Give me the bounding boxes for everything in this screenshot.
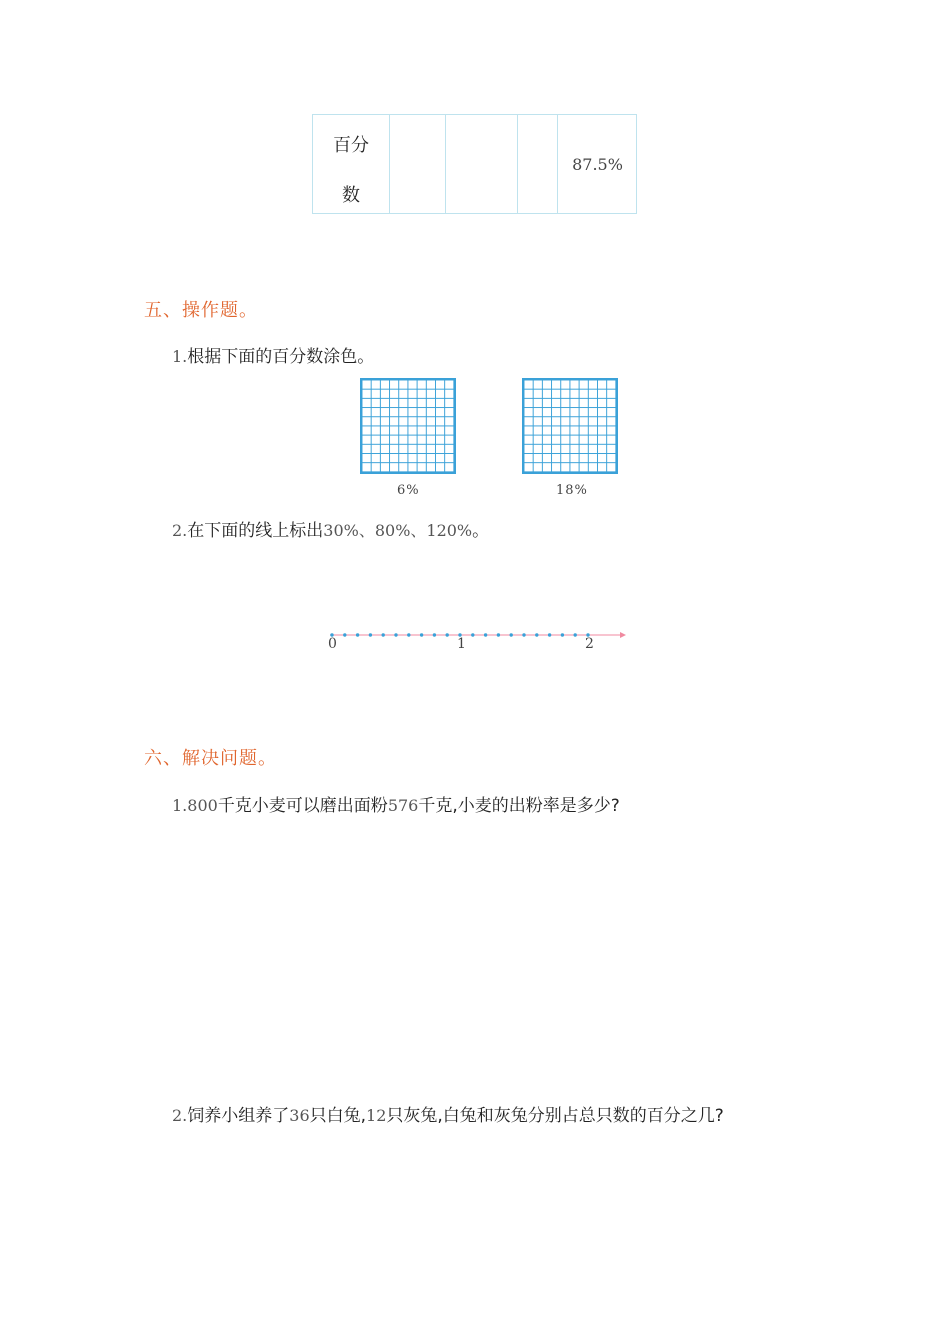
number-line-dot (420, 633, 423, 636)
question-number: 1. (172, 347, 188, 366)
section-title-problems: 六、解决问题。 (144, 748, 277, 769)
section-title-operations: 五、操作题。 (144, 300, 258, 321)
number-line-arrow-icon (620, 632, 626, 638)
number-line-dot (369, 633, 372, 636)
hundred-grid-2[interactable] (522, 378, 618, 474)
question-number: 1. (172, 796, 188, 815)
table-cell-3 (517, 115, 518, 213)
number-line-tick-1: 1 (457, 636, 466, 652)
number-line-dot (356, 633, 359, 636)
table-cell-2 (445, 115, 446, 213)
question-text: 千克小麦可以磨出面粉 (217, 796, 388, 816)
number-line-dot (343, 633, 346, 636)
number-line-dot (535, 633, 538, 636)
question-text: 只白兔, (309, 1106, 367, 1126)
number-line-dot (574, 633, 577, 636)
number-line-dot (561, 633, 564, 636)
question-text: 在下面的线上标出 (187, 521, 324, 541)
question-5-2 (172, 516, 489, 541)
grid-label-1: 6% (397, 483, 420, 498)
table-value-cell: 87.5% (572, 155, 623, 174)
table-header-line2: 数 (342, 185, 360, 206)
question-text: 根据下面的百分数涂色。 (187, 347, 375, 367)
number-line-dot (522, 633, 525, 636)
table-cell-1 (389, 115, 390, 213)
number-line-dot (446, 633, 449, 636)
number-line-dot (548, 633, 551, 636)
table-header-cell (313, 115, 389, 215)
question-number-value: 576 (387, 796, 419, 815)
percent-table (312, 114, 637, 214)
question-6-2 (172, 1101, 724, 1126)
number-line-dot (382, 633, 385, 636)
number-line-dot (407, 633, 410, 636)
number-line-tick-2: 2 (585, 636, 594, 652)
number-line-dot (433, 633, 436, 636)
number-line-dot (484, 633, 487, 636)
question-number: 2. (172, 1106, 188, 1125)
hundred-grid-1[interactable] (360, 378, 456, 474)
question-5-1 (172, 342, 374, 367)
number-line-dot (497, 633, 500, 636)
table-header-line1: 百分 (333, 135, 369, 156)
question-number: 2. (172, 521, 188, 540)
question-text-end: 。 (472, 521, 490, 541)
question-number-value: 12 (366, 1106, 387, 1125)
number-line-dot (510, 633, 513, 636)
question-values: 30%、80%、120% (323, 521, 473, 540)
number-line-dot (471, 633, 474, 636)
question-number-value: 36 (289, 1106, 310, 1125)
question-6-1 (172, 791, 620, 816)
question-text: 只灰兔,白兔和灰兔分别占总只数的百分之几? (386, 1106, 724, 1126)
number-line-dot (394, 633, 397, 636)
number-line-tick-0: 0 (328, 636, 337, 652)
question-text: 饲养小组养了 (187, 1106, 290, 1126)
question-number-value: 800 (187, 796, 218, 815)
question-text: 千克,小麦的出粉率是多少? (418, 796, 620, 816)
grid-label-2: 18% (556, 483, 588, 498)
